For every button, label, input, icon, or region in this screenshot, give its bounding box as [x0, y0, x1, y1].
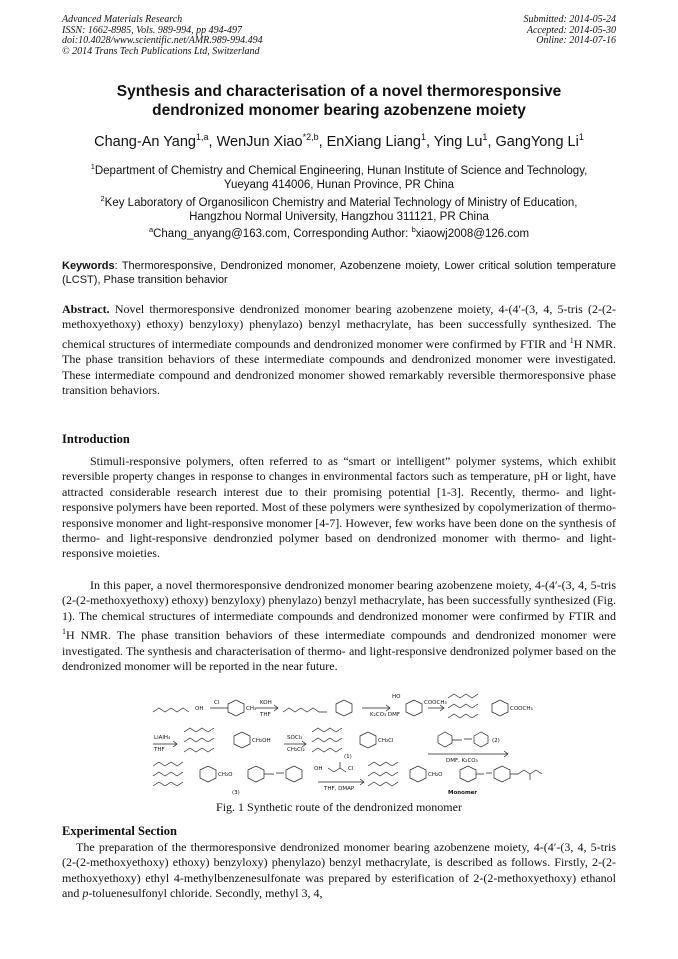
author-emails	[62, 225, 616, 240]
monomer-label: Monomer	[448, 790, 478, 796]
label-ch2oh: CH₂OH	[252, 738, 271, 744]
title-line-1: Synthesis and characterisation of a novel thermoresponsive	[116, 83, 562, 100]
email-b[interactable]: xiaowj2008@126.com	[415, 227, 530, 240]
author-name: GangYong Li	[495, 133, 579, 150]
label-oh-3: OH	[314, 766, 323, 772]
reagent-thf-dmap: THF, DMAP	[324, 786, 355, 792]
label-cl: Cl	[214, 700, 220, 706]
experimental-heading: Experimental Section	[62, 824, 177, 838]
peg-chain	[153, 708, 189, 712]
dendron-branches	[153, 762, 183, 786]
issn: ISSN: 1662-8985, Vols. 989-994, pp 494-497	[62, 24, 242, 36]
benzene-ring	[286, 766, 302, 782]
affiliations	[62, 160, 616, 224]
journal-header	[62, 15, 263, 57]
keywords-label: Keywords	[62, 260, 115, 272]
compound-1-label: (1)	[344, 754, 352, 760]
reagent-k2co3-dmf: K₂CO₃ DMF	[370, 712, 401, 718]
email-sup: b	[411, 225, 416, 234]
experimental-paragraph-1	[62, 840, 616, 902]
compound-2-label: (2)	[492, 738, 500, 744]
title-line-2: dendronized monomer bearing azobenzene moiety	[152, 102, 526, 119]
introduction-heading: Introduction	[62, 432, 130, 446]
reagent-thf: THF	[260, 712, 271, 718]
reagent-thf-2: THF	[154, 747, 165, 753]
reaction-arrow	[362, 705, 390, 711]
affil-sup: 2	[100, 194, 105, 204]
author-sup: 1	[578, 132, 584, 142]
author-sup: 1	[482, 132, 488, 142]
dendron-branches	[184, 728, 214, 752]
intro-paragraph-1	[62, 454, 616, 562]
reaction-arrow	[318, 779, 364, 785]
benzene-ring	[336, 700, 352, 716]
intro-p2-text: In this paper, a novel thermoresponsive dendronized monomer bearing azobenzene moiety, 4-(4′-(3, 4, 5-tris (2-(2-methoxyethoxy) ethoxy) benzyloxy) phenylazo) benzyl methacrylate, has been successfully synthesized (Fig. 1). The chemical structures of intermediate compounds and dendronized monomer were confirmed by FTIR and	[62, 578, 616, 623]
submitted-date: Submitted: 2014-05-24	[523, 14, 616, 25]
benzene-ring	[228, 700, 244, 716]
email-a[interactable]: Chang_anyang@163.com, Corresponding Author:	[153, 227, 412, 240]
author-name: Ying Lu	[433, 133, 483, 150]
label-oh: OH	[195, 706, 204, 712]
author-sup: *2,b	[302, 132, 319, 142]
exp-p1-text: The preparation of the thermoresponsive dendronized monomer bearing azobenzene moiety, 4-(4′-(3, 4, 5-tris (2-(2-methoxyethoxy) ethoxy) benzyloxy) phenylazo) benzyl methacrylate, is described as follows. Firstly, 2-(2-methoxyethoxy) ethyl 4-methylbenzenesulfonate was prepared by esterification of 2-(2-methoxyethoxy) ethanol and	[62, 840, 616, 901]
author-name: WenJun Xiao	[216, 133, 303, 150]
benzene-ring	[492, 700, 508, 716]
benzene-ring	[410, 766, 426, 782]
compound-3-label: (3)	[232, 790, 240, 796]
exp-p1-text: -toluenesulfonyl chloride. Secondly, methyl 3, 4,	[88, 886, 323, 901]
abstract	[62, 302, 616, 398]
journal-name: Advanced Materials Research	[62, 14, 183, 25]
reagent-ch2cl2: CH₂Cl₂	[287, 747, 305, 753]
keywords	[62, 260, 616, 287]
abstract-label: Abstract.	[62, 302, 110, 316]
copyright: © 2014 Trans Tech Publications Ltd, Switzerland	[62, 45, 260, 57]
affiliation-1-line-1: Department of Chemistry and Chemical Engineering, Hunan Institute of Science and Technology,	[94, 164, 588, 177]
label-cooch3: COOCH₃	[424, 700, 447, 706]
nmr-sup: 1	[569, 335, 574, 345]
reaction-arrow	[428, 751, 508, 757]
label-ho: HO	[392, 694, 401, 700]
accepted-date: Accepted: 2014-05-30	[526, 24, 616, 36]
figure-caption: Fig. 1 Synthetic route of the dendronized monomer	[216, 800, 462, 814]
intro-p1-text: Stimuli-responsive polymers, often referred to as “smart or intelligent” polymer systems, which exhibit reversible property changes in response to changes in environmental factors such as temperature, pH or light, have attracted considerable research interest due to their promising potential [1-3]. Recently, thermo- and light-responsive polymers have been reported. Most of these polymers were synthesized by copolymerization of thermo-responsive monomer and light-responsive monomer [4-7]. However, few works have been done on the synthesis of thermo- and light-responsive dendronzied polymer based on dendronized monomer with thermo- and light-responsive moieties.	[62, 454, 616, 561]
dendron-branches	[312, 728, 342, 752]
abstract-text: Novel thermoresponsive dendronized monomer bearing azobenzene moiety, 4-(4′-(3, 4, 5-tris (2-(2-methoxyethoxy) ethoxy) benzyloxy) phenylazo) benzyl methacrylate, has been successfully synthesized. The chemical structures of intermediate compounds and dendronized monomer were confirmed by FTIR and	[62, 302, 616, 351]
online-date: Online: 2014-07-16	[536, 35, 616, 46]
benzene-ring	[438, 732, 452, 747]
author-sup: 1,a	[196, 132, 209, 142]
benzene-ring	[200, 766, 216, 782]
label-ch2o-product: CH₂O	[428, 772, 443, 778]
synthetic-route-scheme	[148, 690, 558, 798]
affiliation-2-line-1: Key Laboratory of Organosilicon Chemistry and Material Technology of Ministry of Education,	[104, 197, 578, 210]
author-name: Chang-An Yang	[94, 133, 196, 150]
label-cl-acyl: Cl	[348, 766, 354, 772]
reagent-dmf-k2co3: DMF, K₂CO₃	[446, 758, 478, 764]
label-ch2o: CH₂O	[218, 772, 233, 778]
paper-title	[62, 82, 616, 120]
benzene-ring	[474, 732, 488, 747]
benzene-ring	[460, 766, 476, 782]
dendron-branches	[368, 762, 398, 786]
reagent-lialh4: LiAlH₄	[154, 735, 171, 741]
email-sup: a	[148, 225, 154, 234]
reagent-koh: KOH	[260, 700, 272, 706]
affiliation-1-line-2: Yueyang 414006, Hunan Province, PR China	[223, 179, 455, 192]
dates-header	[524, 15, 617, 47]
benzene-ring	[360, 732, 376, 748]
author-name: EnXiang Liang	[326, 133, 421, 150]
nmr-sup: 1	[62, 627, 66, 637]
dendron-branches	[448, 694, 478, 718]
author-sup: 1	[420, 132, 426, 142]
keywords-text: : Thermoresponsive, Dendronized monomer, Azobenzene moiety, Lower critical solution temperature (LCST), Phase transition behavior	[62, 260, 616, 286]
intro-p2-text: H NMR. The phase transition behaviors of these intermediate compounds and dendronized monomer were investigated. The synthesis and characterisation of thermo- and light-responsive dendronized polymer based on the dendronized monomer will be reported in the near future.	[62, 628, 616, 674]
intro-paragraph-2	[62, 578, 616, 674]
affiliation-2-line-2: Hangzhou Normal University, Hangzhou 311121, PR China	[189, 211, 489, 224]
label-ch3: CH₃	[246, 706, 257, 712]
doi[interactable]: doi:10.4028/www.scientific.net/AMR.989-994.494	[62, 35, 263, 46]
abstract-text: H NMR. The phase transition behaviors of these intermediate compounds and dendronized monomer were investigated. These intermediate compound and dendronized monomer showed remarkably reversible thermoresponsive phase transition behaviors.	[62, 336, 616, 398]
benzene-ring	[248, 766, 264, 782]
benzene-ring	[234, 732, 250, 748]
author-list: Chang-An Yang$^{1,a}$, WenJun Xiao$^{*2,b}$, EnXiang Liang$^1$, Ying Lu$^1$, GangYong Li$^1$	[94, 132, 584, 150]
label-ch2cl: CH₂Cl	[378, 738, 394, 744]
peg-chain	[283, 708, 327, 712]
benzene-ring	[494, 766, 510, 782]
label-cooch3-product: COOCH₃	[510, 706, 533, 712]
para-italic: p	[82, 886, 89, 901]
affil-sup: 1	[90, 162, 95, 171]
reagent-socl2: SOCl₂	[287, 735, 303, 741]
benzene-ring	[406, 700, 422, 716]
